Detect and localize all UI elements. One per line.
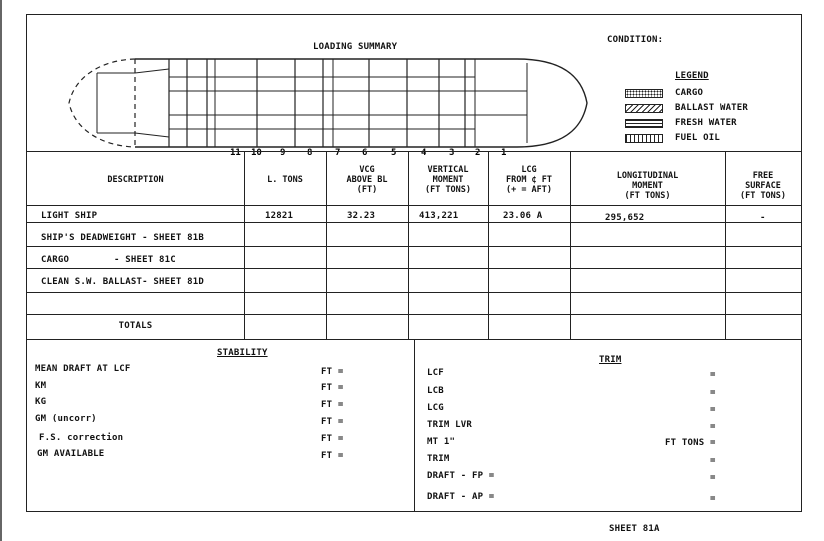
stability-label: GM AVAILABLE [37, 449, 105, 459]
stability-unit: FT = [321, 367, 344, 377]
stability-label: KG [35, 397, 47, 407]
row-description: CLEAN S.W. BALLAST- SHEET 81D [41, 277, 204, 287]
col-header-longitudinal-moment: LONGITUDINAL MOMENT (FT TONS) [616, 171, 679, 201]
trim-unit: FT TONS [665, 438, 705, 448]
cell-vcg: 32.23 [347, 211, 376, 221]
col-header-ltons: L. TONS [267, 175, 303, 185]
cell-longitudinal-moment: 295,652 [605, 213, 645, 223]
trim-equals: = [710, 388, 716, 398]
trim-label: LCG [427, 403, 444, 413]
condition-label: CONDITION: [607, 35, 664, 45]
trim-label: DRAFT - FP = [427, 471, 495, 481]
trim-label: TRIM [427, 454, 450, 464]
legend-label-fresh-water: FRESH WATER [675, 118, 737, 128]
col-header-lcg: LCG FROM ¢ FT (+ = AFT) [505, 165, 553, 195]
col-header-free-surface: FREE SURFACE (FT TONS) [739, 171, 787, 201]
trim-equals: = [710, 422, 716, 432]
row-description: CARGO - SHEET 81C [41, 255, 176, 265]
cell-free-surface: - [760, 213, 766, 223]
row-rule [27, 222, 801, 223]
trim-equals: = [710, 494, 716, 504]
col-header-vcg: VCG ABOVE BL (FT) [346, 165, 388, 195]
trim-equals: = [710, 438, 716, 448]
stability-label: GM (uncorr) [35, 414, 97, 424]
trim-label: DRAFT - AP = [427, 492, 495, 502]
totals-label: TOTALS [118, 321, 153, 331]
trim-equals: = [710, 370, 716, 380]
trim-label: LCF [427, 368, 444, 378]
col-header-vertical-moment: VERTICAL MOMENT (FT TONS) [424, 165, 472, 195]
cell-ltons: 12821 [265, 211, 294, 221]
trim-label: LCB [427, 386, 444, 396]
diagonal-hatch-icon [625, 104, 663, 113]
loading-summary-sheet [26, 14, 802, 512]
cell-vertical-moment: 413,221 [419, 211, 459, 221]
sheet-title: LOADING SUMMARY [313, 42, 398, 52]
stability-label: MEAN DRAFT AT LCF [35, 364, 131, 374]
trim-title: TRIM [599, 355, 622, 365]
col-header-description: DESCRIPTION [107, 175, 164, 185]
trim-equals: = [710, 473, 716, 483]
vertical-bars-icon [625, 134, 663, 143]
stability-trim-divider [414, 339, 415, 511]
trim-equals: = [710, 456, 716, 466]
table-header-rule [27, 205, 801, 206]
stability-unit: FT = [321, 400, 344, 410]
stability-unit: FT = [321, 383, 344, 393]
stability-title: STABILITY [217, 348, 268, 358]
sheet-number: SHEET 81A [609, 524, 660, 534]
cell-lcg: 23.06 A [503, 211, 543, 221]
row-rule [27, 268, 801, 269]
trim-label: TRIM LVR [427, 420, 472, 430]
legend-label-fuel-oil: FUEL OIL [675, 133, 720, 143]
trim-label: MT 1" [427, 437, 456, 447]
ship-profile-diagram [57, 51, 617, 155]
scan-edge [0, 0, 2, 541]
horizontal-lines-icon [625, 119, 663, 128]
row-rule [27, 292, 801, 293]
stability-unit: FT = [321, 417, 344, 427]
stability-label: KM [35, 381, 47, 391]
stability-unit: FT = [321, 434, 344, 444]
trim-equals: = [710, 405, 716, 415]
legend-label-cargo: CARGO [675, 88, 704, 98]
row-rule [27, 246, 801, 247]
legend-label-ballast: BALLAST WATER [675, 103, 749, 113]
row-description: LIGHT SHIP [41, 211, 98, 221]
legend-title: LEGEND [675, 71, 709, 81]
stability-unit: FT = [321, 451, 344, 461]
dots-icon [625, 89, 663, 98]
row-rule [27, 314, 801, 315]
row-description: SHIP'S DEADWEIGHT - SHEET 81B [41, 233, 204, 243]
table-top-rule [27, 151, 801, 152]
stability-label: F.S. correction [39, 433, 124, 443]
